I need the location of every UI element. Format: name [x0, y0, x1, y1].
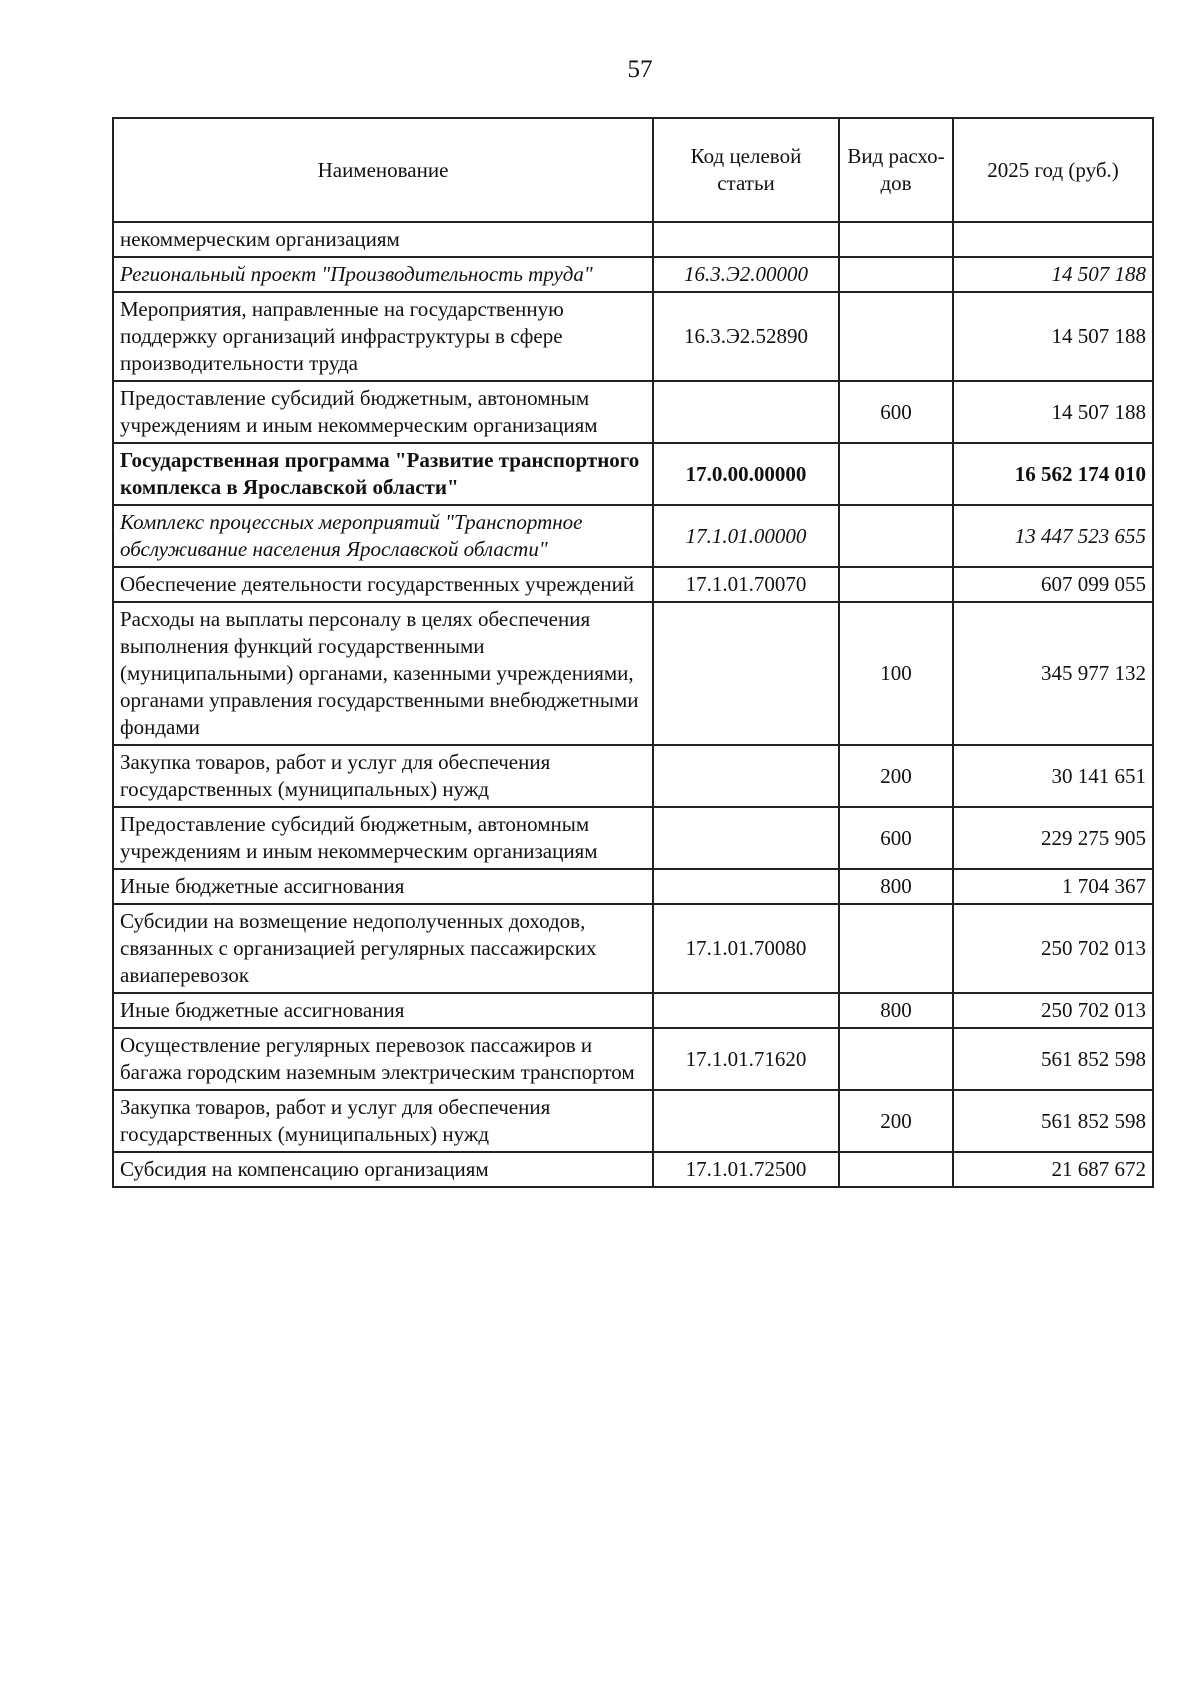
cell-name: Государственная программа "Развитие транспортного комплекса в Ярославской области" [113, 443, 653, 505]
table-row [113, 222, 1153, 257]
cell-sum: 250 702 013 [953, 993, 1153, 1028]
cell-type [839, 1028, 953, 1090]
table-row [113, 602, 1153, 745]
table-row [113, 745, 1153, 807]
cell-code: 17.0.00.00000 [653, 443, 839, 505]
table-row [113, 567, 1153, 602]
cell-code [653, 602, 839, 745]
cell-code [653, 381, 839, 443]
cell-code [653, 1090, 839, 1152]
cell-code [653, 869, 839, 904]
cell-code: 16.3.Э2.52890 [653, 292, 839, 381]
table-row [113, 807, 1153, 869]
cell-code [653, 807, 839, 869]
cell-type [839, 222, 953, 257]
cell-name: Обеспечение деятельности государственных учреждений [113, 567, 653, 602]
cell-sum: 1 704 367 [953, 869, 1153, 904]
cell-name: Субсидии на возмещение недополученных доходов, связанных с организацией регулярных пассажирских авиаперевозок [113, 904, 653, 993]
cell-code [653, 745, 839, 807]
cell-code [653, 993, 839, 1028]
cell-name: Осуществление регулярных перевозок пассажиров и багажа городским наземным электрическим транспортом [113, 1028, 653, 1090]
header-type: Вид расхо-дов [839, 118, 953, 222]
table-header-row [113, 118, 1153, 222]
cell-sum: 561 852 598 [953, 1028, 1153, 1090]
table-row [113, 1090, 1153, 1152]
table-row [113, 505, 1153, 567]
cell-type: 800 [839, 993, 953, 1028]
page-number: 57 [627, 56, 653, 83]
cell-name: Расходы на выплаты персоналу в целях обеспечения выполнения функций государственными (муниципальными) органами, казенными учреждениями, органами управления государственными внебюджетными фондами [113, 602, 653, 745]
header-sum: 2025 год (руб.) [953, 118, 1153, 222]
cell-type [839, 505, 953, 567]
cell-name: Закупка товаров, работ и услуг для обеспечения государственных (муниципальных) нужд [113, 745, 653, 807]
cell-sum: 14 507 188 [953, 381, 1153, 443]
cell-name: некоммерческим организациям [113, 222, 653, 257]
cell-type: 200 [839, 1090, 953, 1152]
cell-sum: 30 141 651 [953, 745, 1153, 807]
table-row [113, 904, 1153, 993]
cell-name: Иные бюджетные ассигнования [113, 993, 653, 1028]
cell-sum: 607 099 055 [953, 567, 1153, 602]
budget-table [112, 117, 1154, 1188]
cell-type: 100 [839, 602, 953, 745]
cell-type: 600 [839, 381, 953, 443]
cell-name: Мероприятия, направленные на государственную поддержку организаций инфраструктуры в сфере производительности труда [113, 292, 653, 381]
cell-type: 600 [839, 807, 953, 869]
header-code: Код целевой статьи [653, 118, 839, 222]
cell-sum: 13 447 523 655 [953, 505, 1153, 567]
cell-sum [953, 222, 1153, 257]
cell-code: 17.1.01.71620 [653, 1028, 839, 1090]
cell-sum: 561 852 598 [953, 1090, 1153, 1152]
table-row [113, 1028, 1153, 1090]
cell-code: 17.1.01.72500 [653, 1152, 839, 1187]
table-row [113, 993, 1153, 1028]
cell-name: Комплекс процессных мероприятий "Транспортное обслуживание населения Ярославской области" [113, 505, 653, 567]
cell-sum: 250 702 013 [953, 904, 1153, 993]
cell-sum: 21 687 672 [953, 1152, 1153, 1187]
cell-code: 17.1.01.70080 [653, 904, 839, 993]
table-row [113, 292, 1153, 381]
cell-sum: 345 977 132 [953, 602, 1153, 745]
table-row [113, 443, 1153, 505]
cell-name: Закупка товаров, работ и услуг для обеспечения государственных (муниципальных) нужд [113, 1090, 653, 1152]
cell-name: Субсидия на компенсацию организациям [113, 1152, 653, 1187]
cell-sum: 14 507 188 [953, 257, 1153, 292]
cell-type [839, 567, 953, 602]
header-name: Наименование [113, 118, 653, 222]
cell-type [839, 1152, 953, 1187]
table-row [113, 1152, 1153, 1187]
cell-code: 17.1.01.00000 [653, 505, 839, 567]
cell-code: 17.1.01.70070 [653, 567, 839, 602]
cell-code: 16.3.Э2.00000 [653, 257, 839, 292]
cell-name: Региональный проект "Производительность труда" [113, 257, 653, 292]
cell-sum: 14 507 188 [953, 292, 1153, 381]
cell-sum: 229 275 905 [953, 807, 1153, 869]
table-row [113, 257, 1153, 292]
table-row [113, 869, 1153, 904]
cell-type: 800 [839, 869, 953, 904]
table-row [113, 381, 1153, 443]
cell-name: Предоставление субсидий бюджетным, автономным учреждениям и иным некоммерческим организациям [113, 807, 653, 869]
cell-code [653, 222, 839, 257]
cell-name: Предоставление субсидий бюджетным, автономным учреждениям и иным некоммерческим организациям [113, 381, 653, 443]
cell-type [839, 443, 953, 505]
cell-type: 200 [839, 745, 953, 807]
cell-name: Иные бюджетные ассигнования [113, 869, 653, 904]
cell-sum: 16 562 174 010 [953, 443, 1153, 505]
cell-type [839, 904, 953, 993]
cell-type [839, 257, 953, 292]
cell-type [839, 292, 953, 381]
